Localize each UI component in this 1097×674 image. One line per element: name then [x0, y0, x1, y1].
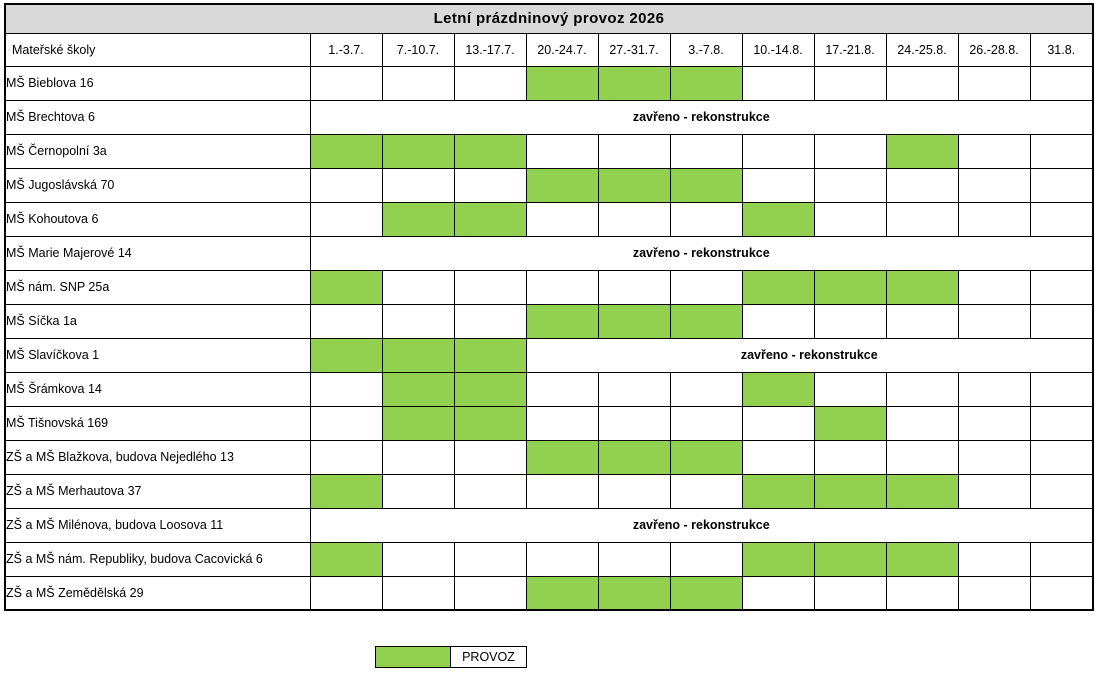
cell-operating	[454, 372, 526, 406]
cell-empty	[814, 66, 886, 100]
cell-operating	[310, 338, 382, 372]
cell-operating	[598, 304, 670, 338]
cell-empty	[814, 576, 886, 610]
cell-empty	[1030, 134, 1093, 168]
cell-closed-renovation: zavřeno - rekonstrukce	[310, 236, 1093, 270]
cell-empty	[742, 576, 814, 610]
school-name: MŠ Kohoutova 6	[5, 202, 310, 236]
cell-empty	[454, 474, 526, 508]
school-name: ZŠ a MŠ Milénova, budova Loosova 11	[5, 508, 310, 542]
cell-empty	[382, 168, 454, 202]
cell-empty	[526, 474, 598, 508]
cell-closed-renovation: zavřeno - rekonstrukce	[310, 100, 1093, 134]
cell-empty	[670, 372, 742, 406]
cell-empty	[958, 168, 1030, 202]
cell-empty	[742, 66, 814, 100]
cell-empty	[310, 202, 382, 236]
cell-empty	[1030, 66, 1093, 100]
cell-empty	[742, 134, 814, 168]
school-name: MŠ Bieblova 16	[5, 66, 310, 100]
cell-empty	[1030, 440, 1093, 474]
cell-operating	[382, 372, 454, 406]
cell-empty	[670, 270, 742, 304]
column-header-name: Mateřské školy	[5, 33, 310, 66]
school-name: MŠ Jugoslávská 70	[5, 168, 310, 202]
cell-empty	[310, 576, 382, 610]
cell-empty	[526, 406, 598, 440]
school-name: ZŠ a MŠ nám. Republiky, budova Cacovická 6	[5, 542, 310, 576]
table-row	[5, 168, 1093, 202]
cell-operating	[454, 134, 526, 168]
cell-operating	[670, 66, 742, 100]
column-header-week-7: 17.-21.8.	[814, 33, 886, 66]
column-header-week-3: 20.-24.7.	[526, 33, 598, 66]
cell-empty	[1030, 542, 1093, 576]
table-row	[5, 576, 1093, 610]
table-row	[5, 440, 1093, 474]
cell-empty	[1030, 474, 1093, 508]
cell-empty	[382, 576, 454, 610]
cell-empty	[1030, 202, 1093, 236]
cell-empty	[310, 406, 382, 440]
cell-operating	[742, 474, 814, 508]
cell-empty	[958, 270, 1030, 304]
cell-operating	[526, 304, 598, 338]
cell-empty	[814, 202, 886, 236]
cell-empty	[526, 270, 598, 304]
page-root	[0, 3, 1097, 674]
cell-operating	[598, 168, 670, 202]
cell-operating	[886, 134, 958, 168]
cell-empty	[886, 372, 958, 406]
cell-operating	[742, 542, 814, 576]
cell-empty	[382, 542, 454, 576]
cell-operating	[814, 542, 886, 576]
cell-empty	[454, 270, 526, 304]
cell-empty	[958, 134, 1030, 168]
school-name: ZŠ a MŠ Merhautova 37	[5, 474, 310, 508]
cell-empty	[598, 406, 670, 440]
cell-empty	[1030, 304, 1093, 338]
title-row	[5, 4, 1093, 33]
cell-operating	[310, 542, 382, 576]
school-name: MŠ Síčka 1a	[5, 304, 310, 338]
cell-empty	[310, 372, 382, 406]
cell-operating	[814, 406, 886, 440]
column-header-week-1: 7.-10.7.	[382, 33, 454, 66]
cell-empty	[958, 202, 1030, 236]
table-row	[5, 304, 1093, 338]
column-header-week-0: 1.-3.7.	[310, 33, 382, 66]
cell-operating	[454, 406, 526, 440]
cell-operating	[310, 134, 382, 168]
cell-empty	[526, 202, 598, 236]
table-row	[5, 236, 1093, 270]
cell-operating	[598, 66, 670, 100]
cell-empty	[310, 440, 382, 474]
cell-empty	[310, 304, 382, 338]
cell-operating	[886, 474, 958, 508]
cell-empty	[382, 304, 454, 338]
school-name: ZŠ a MŠ Blažkova, budova Nejedlého 13	[5, 440, 310, 474]
cell-empty	[886, 406, 958, 440]
cell-empty	[886, 440, 958, 474]
cell-empty	[742, 304, 814, 338]
cell-empty	[670, 542, 742, 576]
cell-operating	[526, 66, 598, 100]
cell-operating	[382, 406, 454, 440]
school-name: MŠ Brechtova 6	[5, 100, 310, 134]
table-row	[5, 542, 1093, 576]
cell-empty	[526, 134, 598, 168]
cell-empty	[454, 304, 526, 338]
table-row	[5, 202, 1093, 236]
cell-empty	[1030, 168, 1093, 202]
table-row	[5, 134, 1093, 168]
cell-empty	[310, 66, 382, 100]
cell-empty	[382, 440, 454, 474]
school-name: MŠ Černopolní 3a	[5, 134, 310, 168]
cell-operating	[670, 440, 742, 474]
column-header-week-9: 26.-28.8.	[958, 33, 1030, 66]
cell-operating	[454, 338, 526, 372]
cell-operating	[310, 270, 382, 304]
cell-operating	[598, 440, 670, 474]
legend	[375, 646, 527, 668]
cell-operating	[814, 270, 886, 304]
school-name: MŠ Šrámkova 14	[5, 372, 310, 406]
cell-empty	[598, 474, 670, 508]
cell-operating	[310, 474, 382, 508]
table-row	[5, 508, 1093, 542]
cell-empty	[454, 66, 526, 100]
cell-empty	[814, 440, 886, 474]
cell-empty	[742, 168, 814, 202]
cell-empty	[958, 440, 1030, 474]
table-row	[5, 338, 1093, 372]
school-name: MŠ Slavíčkova 1	[5, 338, 310, 372]
cell-empty	[814, 134, 886, 168]
legend-label-open: PROVOZ	[451, 646, 527, 668]
cell-empty	[454, 440, 526, 474]
cell-empty	[310, 168, 382, 202]
cell-empty	[382, 66, 454, 100]
cell-empty	[454, 542, 526, 576]
cell-operating	[382, 134, 454, 168]
cell-closed-renovation: zavřeno - rekonstrukce	[526, 338, 1093, 372]
cell-empty	[886, 202, 958, 236]
cell-empty	[1030, 372, 1093, 406]
cell-empty	[598, 372, 670, 406]
cell-operating	[742, 270, 814, 304]
cell-empty	[598, 270, 670, 304]
cell-empty	[670, 134, 742, 168]
cell-empty	[958, 474, 1030, 508]
school-name: MŠ Marie Majerové 14	[5, 236, 310, 270]
school-name: ZŠ a MŠ Zemědělská 29	[5, 576, 310, 610]
summer-schedule-table	[4, 3, 1094, 611]
cell-empty	[670, 406, 742, 440]
cell-empty	[958, 66, 1030, 100]
cell-operating	[598, 576, 670, 610]
cell-operating	[886, 542, 958, 576]
school-name: MŠ nám. SNP 25a	[5, 270, 310, 304]
cell-operating	[670, 168, 742, 202]
column-header-week-6: 10.-14.8.	[742, 33, 814, 66]
cell-closed-renovation: zavřeno - rekonstrukce	[310, 508, 1093, 542]
cell-empty	[598, 202, 670, 236]
table-row	[5, 270, 1093, 304]
cell-empty	[598, 542, 670, 576]
legend-swatch-open	[375, 646, 451, 668]
column-header-week-10: 31.8.	[1030, 33, 1093, 66]
header-row	[5, 33, 1093, 66]
cell-empty	[958, 542, 1030, 576]
cell-operating	[814, 474, 886, 508]
cell-operating	[454, 202, 526, 236]
cell-empty	[814, 168, 886, 202]
cell-empty	[886, 576, 958, 610]
cell-empty	[814, 372, 886, 406]
cell-empty	[670, 202, 742, 236]
cell-operating	[382, 202, 454, 236]
cell-operating	[742, 202, 814, 236]
column-header-week-2: 13.-17.7.	[454, 33, 526, 66]
cell-operating	[382, 338, 454, 372]
page-title: Letní prázdninový provoz 2026	[5, 4, 1093, 33]
cell-empty	[958, 372, 1030, 406]
cell-empty	[886, 304, 958, 338]
column-header-week-8: 24.-25.8.	[886, 33, 958, 66]
cell-operating	[526, 440, 598, 474]
cell-empty	[958, 406, 1030, 440]
cell-operating	[670, 576, 742, 610]
cell-empty	[526, 372, 598, 406]
cell-empty	[1030, 576, 1093, 610]
cell-empty	[742, 440, 814, 474]
cell-empty	[886, 168, 958, 202]
table-row	[5, 474, 1093, 508]
column-header-week-4: 27.-31.7.	[598, 33, 670, 66]
cell-empty	[454, 576, 526, 610]
cell-empty	[742, 406, 814, 440]
cell-operating	[670, 304, 742, 338]
cell-operating	[526, 168, 598, 202]
cell-empty	[526, 542, 598, 576]
cell-empty	[598, 134, 670, 168]
cell-empty	[382, 270, 454, 304]
table-row	[5, 406, 1093, 440]
cell-empty	[1030, 406, 1093, 440]
cell-operating	[742, 372, 814, 406]
table-body	[5, 66, 1093, 610]
cell-empty	[1030, 270, 1093, 304]
cell-empty	[886, 66, 958, 100]
cell-operating	[886, 270, 958, 304]
column-header-week-5: 3.-7.8.	[670, 33, 742, 66]
table-row	[5, 66, 1093, 100]
table-row	[5, 372, 1093, 406]
school-name: MŠ Tišnovská 169	[5, 406, 310, 440]
table-head	[5, 4, 1093, 66]
cell-empty	[382, 474, 454, 508]
table-row	[5, 100, 1093, 134]
cell-operating	[526, 576, 598, 610]
cell-empty	[670, 474, 742, 508]
cell-empty	[814, 304, 886, 338]
cell-empty	[454, 168, 526, 202]
cell-empty	[958, 576, 1030, 610]
cell-empty	[958, 304, 1030, 338]
